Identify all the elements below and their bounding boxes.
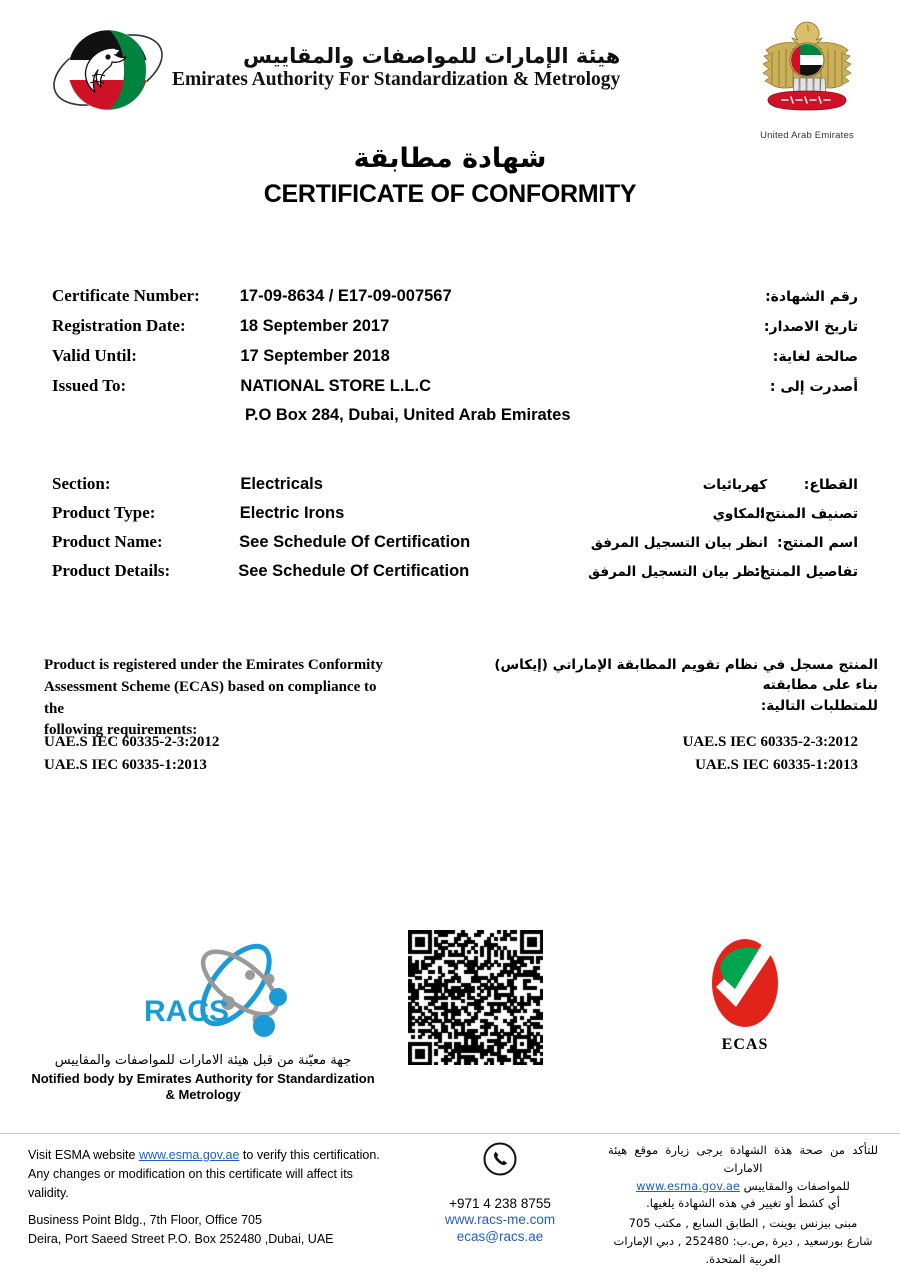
racs-atom-icon (128, 933, 323, 1043)
standards-english (0, 731, 219, 776)
notified-body-english (28, 1071, 378, 1105)
arabic-address-line: مبنى بيزنس بوينت , الطابق السابع , مكتب 705 (628, 1216, 858, 1231)
racs-logo (128, 933, 323, 1043)
compliance-arabic (480, 655, 900, 742)
certificate-details-table (0, 286, 900, 440)
esma-english-name: Emirates Authority For Standardization & Metrology (172, 68, 621, 90)
arabic-verify-prefix: للمواصفات والمقاييس (739, 1178, 850, 1193)
esma-website-link[interactable]: www.esma.gov.ae (138, 1148, 240, 1162)
product-arabic-label: القطاع: (803, 477, 858, 493)
table-row (0, 376, 900, 406)
address-line: Deira, Port Saeed Street P.O. Box 252480 ,Dubai, UAE (28, 1232, 334, 1246)
arabic-verify-line-with-link (608, 1178, 878, 1196)
detail-value: 17-09-8634 / E17-09-007567 (239, 287, 452, 305)
esma-falcon-icon (48, 24, 166, 116)
product-details-table (0, 474, 900, 590)
detail-value: 17 September 2018 (240, 347, 390, 365)
compliance-statement (0, 655, 900, 742)
qr-code (408, 930, 543, 1065)
verify-prefix: Visit ESMA website (28, 1148, 139, 1162)
uae-emblem (752, 16, 862, 141)
product-arabic-label: تصنيف المنتج: (759, 506, 858, 522)
esma-wordmark (172, 45, 620, 96)
document-header (0, 0, 900, 150)
standards-arabic-side (683, 731, 900, 776)
arabic-address-line: شارع بورسعيد , ديرة ,ص.ب: 252480 , دبي الإمارات (613, 1234, 873, 1249)
esma-logo (48, 24, 620, 116)
arabic-tamper-note: أي كشط أو تغيير في هذه الشهادة يلغيها. (646, 1196, 840, 1211)
ecas-email-link[interactable]: ecas@racs.ae (456, 1229, 544, 1245)
detail-label: Valid Until: (52, 346, 137, 365)
detail-arabic-label: تاريخ الاصدار: (763, 319, 858, 335)
compliance-english-line: Product is registered under the Emirates Conformity (44, 657, 383, 673)
uae-emblem-caption: United Arab Emirates (760, 130, 854, 141)
certificate-title-arabic: شهادة مطابقة (353, 143, 547, 174)
detail-arabic-label: رقم الشهادة: (765, 289, 858, 305)
document-footer (0, 1142, 900, 1273)
compliance-english-line: Assessment Scheme (ECAS) based on compliance to the (44, 678, 377, 717)
telephone-number: +971 4 238 8755 (449, 1196, 551, 1211)
notified-body-statement (28, 1052, 378, 1104)
product-arabic-value: كهربائيات (702, 477, 768, 493)
standards-list (0, 731, 900, 776)
ecas-check-icon (690, 937, 800, 1029)
footer-divider (0, 1133, 900, 1134)
compliance-english-line: following requirements: (44, 722, 198, 739)
standard-item: UAE.S IEC 60335-2-3:2012 (682, 734, 858, 750)
table-row (0, 503, 900, 532)
notified-body-english-line: & Metrology (165, 1087, 241, 1103)
detail-arabic-label: أصدرت إلى : (769, 379, 858, 395)
product-label: Product Details: (52, 561, 171, 580)
notified-body-arabic: جهة معيّنة من قبل هيئة الامارات للمواصفات والمقاييس (54, 1053, 352, 1068)
standard-item: UAE.S IEC 60335-1:2013 (695, 756, 858, 773)
standard-item: UAE.S IEC 60335-2-3:2012 (44, 734, 220, 750)
verify-suffix: to verify this certification. (239, 1148, 380, 1162)
footer-contact (410, 1142, 590, 1246)
notified-body-english-line: Notified body by Emirates Authority for Standardization (31, 1070, 375, 1086)
product-label: Product Name: (52, 532, 163, 551)
detail-label: Registration Date: (52, 316, 186, 335)
compliance-arabic-line: للمتطلبات التالية: (760, 697, 878, 714)
certificate-title-block (0, 142, 900, 209)
product-arabic-label: تفاصيل المنتج: (754, 564, 858, 580)
product-label: Section: (52, 474, 111, 493)
esma-website-link-arabic[interactable]: www.esma.gov.ae (636, 1178, 740, 1193)
detail-value: 18 September 2017 (239, 317, 390, 335)
table-row (0, 532, 900, 561)
racs-wordmark: RACS (144, 995, 230, 1028)
ecas-mark (690, 937, 800, 1054)
issued-to-address: P.O Box 284, Dubai, United Arab Emirates (245, 406, 571, 424)
product-value: See Schedule Of Certification (238, 562, 470, 580)
product-value: Electricals (240, 475, 323, 493)
detail-arabic-label: صالحة لغاية: (772, 349, 858, 365)
detail-value: NATIONAL STORE L.L.C (240, 377, 431, 395)
table-row (0, 561, 900, 590)
standard-item: UAE.S IEC 60335-1:2013 (44, 756, 207, 773)
detail-label: Issued To: (52, 376, 127, 395)
product-value: Electric Irons (239, 504, 345, 522)
table-row (0, 286, 900, 316)
esma-arabic-name: هيئة الإمارات للمواصفات والمقاييس (243, 43, 621, 68)
footer-left (28, 1146, 388, 1249)
detail-label: Certificate Number: (52, 286, 200, 305)
arabic-verify-line: للتأكد من صحة هذة الشهادة يرجى زيارة موقع هيئة الامارات (608, 1143, 878, 1175)
phone-icon (483, 1142, 517, 1176)
racs-address (28, 1211, 388, 1249)
verify-note (28, 1146, 388, 1165)
product-value: See Schedule Of Certification (239, 533, 471, 551)
certificate-title-english: CERTIFICATE OF CONFORMITY (263, 179, 637, 208)
racs-website-link[interactable]: www.racs-me.com (444, 1212, 556, 1227)
product-arabic-value: المكاوي (712, 506, 765, 522)
table-row (0, 346, 900, 376)
product-arabic-label: اسم المنتج: (777, 535, 858, 551)
arabic-address-line: العربية المتحدة. (705, 1251, 781, 1266)
qr-code-canvas (408, 930, 543, 1065)
compliance-arabic-line: المنتج مسجل في نظام تقويم المطابقة الإماراتي (إيكاس) بناء على مطابقته (494, 657, 878, 694)
ecas-label: ECAS (721, 1036, 769, 1053)
product-arabic-value: انظر بيان التسجيل المرفق (590, 535, 768, 551)
table-row (0, 474, 900, 503)
footer-arabic (608, 1142, 878, 1269)
uae-emblem-icon (752, 16, 862, 124)
compliance-english (0, 655, 400, 742)
issued-to-address-row (0, 406, 900, 440)
validity-note: Any changes or modification on this certificate will affect its validity. (28, 1166, 353, 1200)
address-line: Business Point Bldg., 7th Floor, Office 705 (28, 1213, 262, 1228)
product-label: Product Type: (52, 503, 156, 522)
product-arabic-value: انظر بيان التسجيل المرفق (588, 564, 765, 580)
table-row (0, 316, 900, 346)
